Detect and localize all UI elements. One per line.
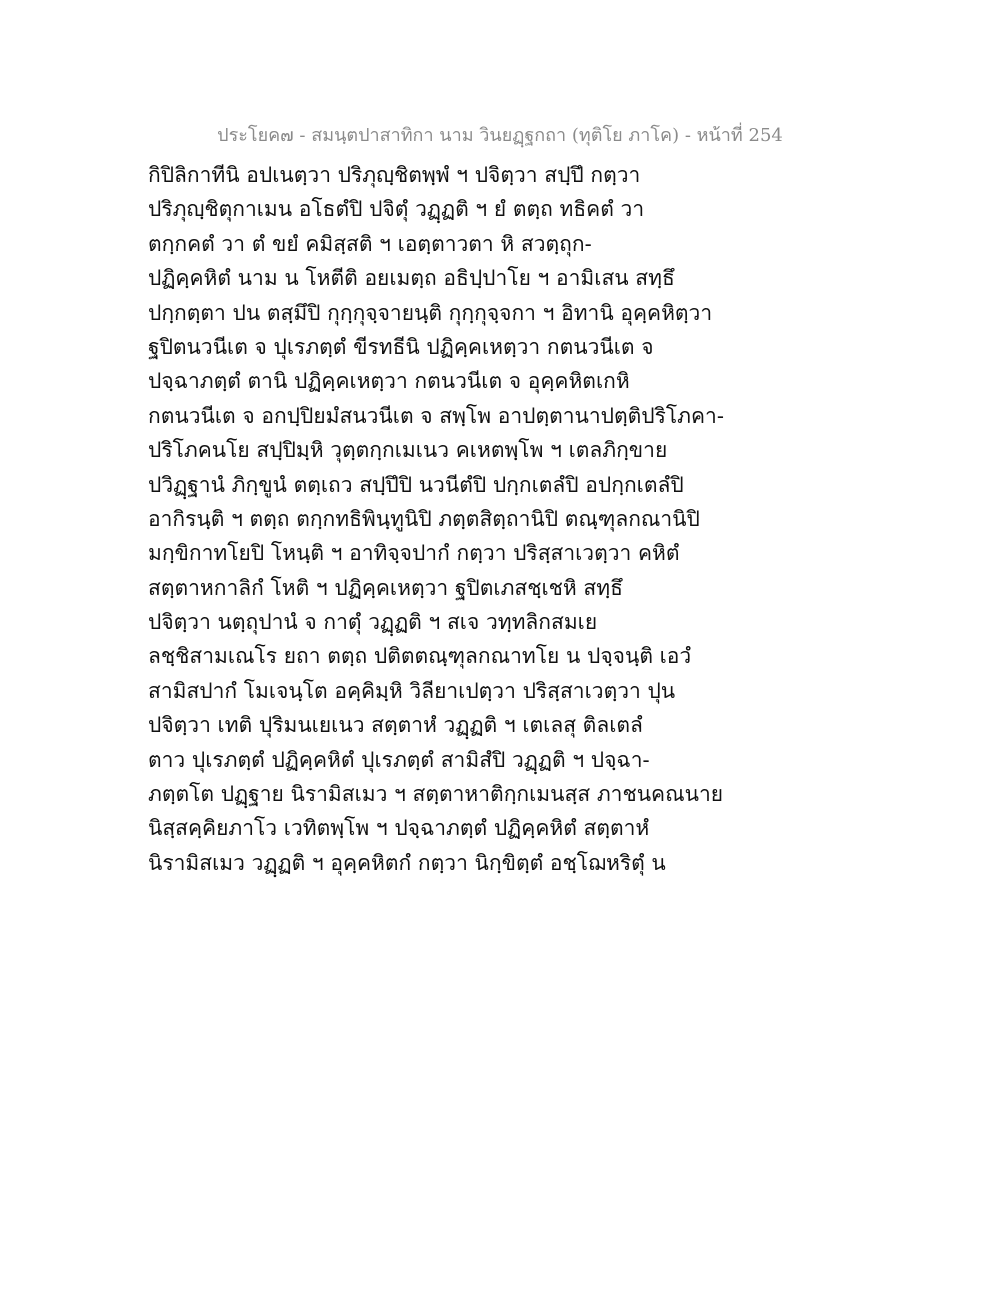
- running-header: ประโยค๗ - สมนฺตปาสาทิกา นาม วินยฏฺฐกถา (ทุติโย ภาโค) - หน้าที่ 254: [217, 125, 783, 146]
- text-line: ปริโภคนโย สปฺปิมฺหิ วุตฺตกฺกเมเนว คเหตพฺโพ ฯ เตลภิกฺขาย: [148, 438, 668, 463]
- text-line: กตนวนีเต จ อกปฺปิยมํสนวนีเต จ สพฺโพ อาปตฺตานาปตฺติปริโภคา-: [148, 403, 724, 428]
- text-line: ปกฺกตฺตา ปน ตสฺมึปิ กุกฺกุจฺจายนฺติ กุกฺกุจฺจกา ฯ อิทานิ อุคฺคหิตฺวา: [148, 300, 713, 325]
- text-line: สตฺตาหกาลิกํ โหติ ฯ ปฏิคฺคเหตฺวา ฐปิตเภสชฺเชหิ สทฺธึ: [148, 575, 623, 600]
- body-text: [148, 158, 748, 880]
- text-line: ปจิตฺวา เทติ ปุริมนเยเนว สตฺตาหํ วฏฺฏติ ฯ เตเลสุ ติลเตลํ: [148, 713, 643, 738]
- text-line: นิรามิสเมว วฏฺฏติ ฯ อุคฺคหิตกํ กตฺวา นิกฺขิตฺตํ อชฺโฌหริตุํ น: [148, 850, 666, 875]
- text-line: สามิสปากํ โมเจนฺโต อคฺคิมฺหิ วิลียาเปตฺวา ปริสฺสาเวตฺวา ปุน: [148, 678, 676, 703]
- text-line: กิปิลิกาทีนิ อปเนตฺวา ปริภุญฺชิตพฺพํ ฯ ปจิตฺวา สปฺปึ กตฺวา: [148, 163, 641, 187]
- text-line: ปจิตฺวา นตฺถุปานํ จ กาตุํ วฏฺฏติ ฯ สเจ วทฺทลิกสมเย: [148, 610, 598, 635]
- text-line: ปวิฏฺฐานํ ภิกฺขูนํ ตตฺเถว สปฺปึปิ นวนีตํปิ ปกฺกเตลํปิ อปกฺกเตลํปิ: [148, 472, 684, 497]
- text-line: อากิรนฺติ ฯ ตตฺถ ตกฺกทธิพินฺทูนิปิ ภตฺตสิตฺถานิปิ ตณฺฑุลกณานิปิ: [148, 506, 700, 531]
- text-line: มกฺขิกาทโยปิ โหนฺติ ฯ อาทิจฺจปากํ กตฺวา ปริสฺสาเวตฺวา คหิตํ: [148, 541, 680, 566]
- text-line: ภตฺตโต ปฏฺฐาย นิรามิสเมว ฯ สตฺตาหาติกฺกเมนสฺส ภาชนคณนาย: [148, 782, 724, 807]
- text-line: ลชฺชิสามเณโร ยถา ตตฺถ ปติตตณฺฑุลกณาทโย น ปจฺจนฺติ เอวํ: [148, 644, 692, 669]
- text-line: ปจฺฉาภตฺตํ ตานิ ปฏิคฺคเหตฺวา กตนวนีเต จ อุคฺคหิตเกหิ: [148, 369, 630, 394]
- text-line: ตกฺกคตํ วา ตํ ขยํ คมิสฺสติ ฯ เอตฺตาวตา หิ สวตฺถุก-: [148, 231, 592, 256]
- text-line: ฐปิตนวนีเต จ ปุเรภตฺตํ ขีรทธีนิ ปฏิคฺคเหตฺวา กตนวนีเต จ: [148, 334, 654, 359]
- text-line: ปฏิคฺคหิตํ นาม น โหตีติ อยเมตฺถ อธิปฺปาโย ฯ อามิเสน สทฺธึ: [148, 266, 675, 291]
- text-line: ปริภุญฺชิตุกาเมน อโธตํปิ ปจิตุํ วฏฺฏติ ฯ ยํ ตตฺถ ทธิคตํ วา: [148, 197, 645, 222]
- text-line: นิสฺสคฺคิยภาโว เวทิตพฺโพ ฯ ปจฺฉาภตฺตํ ปฏิคฺคหิตํ สตฺตาหํ: [148, 816, 650, 841]
- text-line: ตาว ปุเรภตฺตํ ปฏิคฺคหิตํ ปุเรภตฺตํ สามิสํปิ วฏฺฏติ ฯ ปจฺฉา-: [148, 747, 650, 772]
